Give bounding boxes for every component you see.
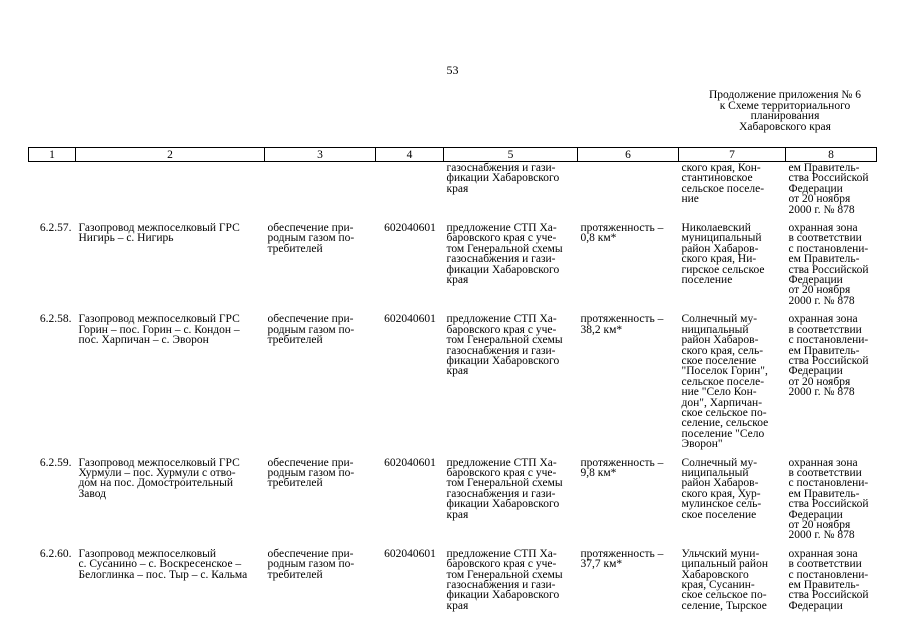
cell-num: 6.2.59. — [39, 456, 72, 469]
table-row — [29, 306, 877, 449]
cell-location: Николаевский муниципальный район Хабаров- ского края, Ни- гирское сельское поселение — [681, 222, 765, 287]
cell-characteristics: протяженность – 0,8 км* — [580, 222, 664, 245]
column-number: 4 — [376, 148, 444, 162]
cell-zone: охранная зона в соответствии с постановлени- ем Правитель- ства Российской Федерации от 20 ноября 2000 г. № 878 — [788, 313, 869, 399]
cell-code — [376, 162, 444, 216]
column-number: 2 — [76, 148, 265, 162]
cell-purpose: обеспечение при- родным газом по- требителей — [267, 313, 355, 347]
cell-code: 602040601 — [384, 547, 436, 560]
table-row — [29, 450, 877, 541]
continuation-row — [29, 162, 877, 216]
cell-name — [76, 162, 265, 216]
cell-name: Газопровод межпоселковый с. Сусанино – с. Воскресенское – Белоглинка – пос. Тыр – с. Кальма — [78, 547, 248, 581]
header-line: Хабаровского края — [739, 120, 831, 133]
cell-purpose: обеспечение при- родным газом по- требителей — [267, 547, 355, 581]
gas-pipeline-table — [28, 147, 877, 611]
header-line: планирования — [750, 110, 820, 122]
cell-code: 602040601 — [384, 313, 436, 326]
cell-zone: охранная зона в соответствии с постановлени- ем Правитель- ства Российской Федерации от 20 ноября 2000 г. № 878 — [788, 456, 869, 542]
header-line: к Схеме территориального — [719, 99, 851, 112]
cell-characteristics — [578, 162, 679, 216]
page-number: 53 — [446, 63, 459, 77]
column-number-row — [29, 148, 877, 162]
cell-name: Газопровод межпоселковый ГРС Нигирь – с. Нигирь — [78, 222, 240, 245]
cell-zone: охранная зона в соответствии с постановлени- ем Правитель- ства Российской Федерации от 20 ноября 2000 г. № 878 — [788, 222, 869, 307]
header-line: Продолжение приложения № 6 — [708, 89, 862, 101]
cell-location: Солнечный му- ниципальный район Хабаров- ского края, Хур- мулинское сель- ское поселение — [681, 456, 762, 521]
cell-num: 6.2.60. — [39, 547, 72, 560]
cell-num — [29, 162, 76, 216]
column-number: 6 — [578, 148, 679, 162]
cell-num: 6.2.57. — [39, 222, 72, 235]
table-row — [29, 541, 877, 611]
cell-code: 602040601 — [384, 456, 436, 469]
cell-name: Газопровод межпоселковый ГРС Горин – пос. Горин – с. Кондон – пос. Харпичан – с. Эворон — [78, 313, 240, 347]
column-number: 3 — [265, 148, 376, 162]
cell-num: 6.2.58. — [39, 313, 72, 326]
cell-basis: предложение СТП Ха- баровского края с уче- том Генеральной схемы газоснабжения и гази- фикации Хабаровского края — [446, 456, 563, 521]
cell-basis: предложение СТП Ха- баровского края с уче- том Генеральной схемы газоснабжения и гази- фикации Хабаровского края — [446, 313, 563, 378]
cell-location: Солнечный му- ниципальный район Хабаров- ского края, сель- ское поселение "Поселок Горин", сельское поселе- ние "Село Кон- дон", Харпичан- ское сельское по- селение, сельское поселение "Село Эворон" — [681, 313, 769, 451]
cell-zone: охранная зона в соответствии с постановлени- ем Правитель- ства Российской Федерации — [788, 547, 869, 612]
cell-purpose: обеспечение при- родным газом по- требителей — [267, 456, 355, 490]
cell-basis: предложение СТП Ха- баровского края с уче- том Генеральной схемы газоснабжения и гази- фикации Хабаровского края — [446, 222, 563, 287]
column-number: 8 — [786, 148, 877, 162]
cell-purpose — [265, 162, 376, 216]
appendix-header — [690, 90, 880, 132]
cell-name: Газопровод межпоселковый ГРС Хурмули – пос. Хурмули с отво- дом на пос. Домостроительный Завод — [78, 456, 240, 500]
cell-location: ского края, Кон- стантиновское сельское поселе- ние — [681, 162, 765, 206]
column-number: 1 — [29, 148, 76, 162]
cell-purpose: обеспечение при- родным газом по- требителей — [267, 222, 355, 255]
cell-location: Ульчский муни- ципальный район Хабаровского края, Сусанин- ское сельское по- селение, Тырское — [681, 547, 768, 612]
column-number: 7 — [679, 148, 786, 162]
cell-characteristics: протяженность – 37,7 км* — [580, 547, 664, 571]
cell-zone: ем Правитель- ства Российской Федерации от 20 ноября 2000 г. № 878 — [788, 162, 869, 216]
column-number: 5 — [444, 148, 578, 162]
cell-code: 602040601 — [384, 222, 436, 235]
table-row — [29, 215, 877, 306]
cell-characteristics: протяженность – 9,8 км* — [580, 456, 664, 479]
cell-basis: газоснабжения и гази- фикации Хабаровского края — [446, 162, 560, 195]
cell-basis: предложение СТП Ха- баровского края с уче- том Генеральной схемы газоснабжения и гази- фикации Хабаровского края — [446, 547, 563, 612]
cell-characteristics: протяженность – 38,2 км* — [580, 313, 664, 336]
